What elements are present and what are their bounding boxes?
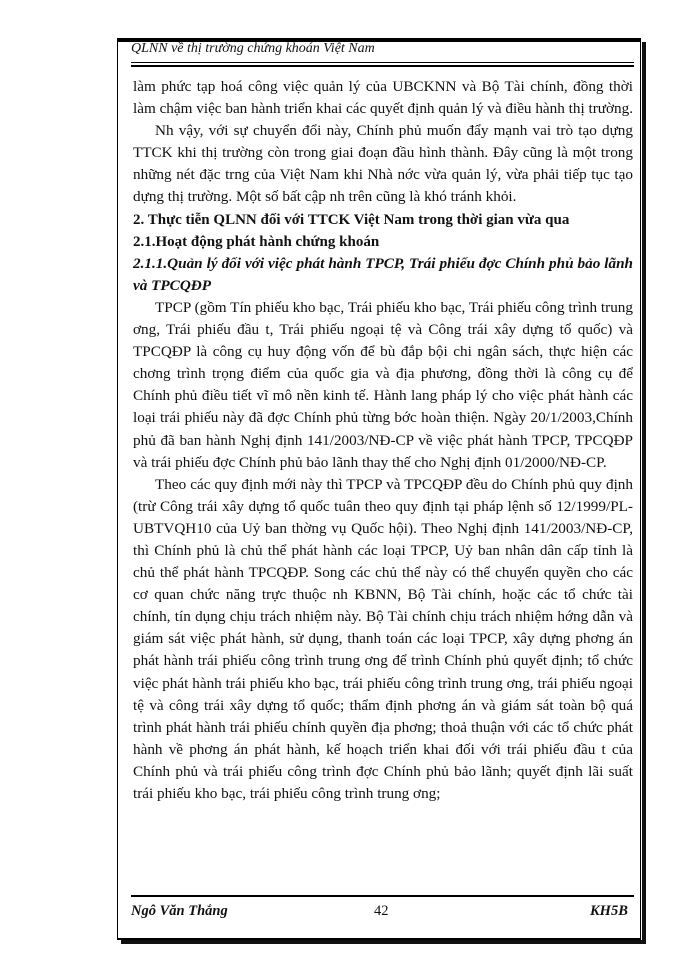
footer-author: Ngô Văn Thắng: [131, 903, 228, 919]
header-rule-thick: [131, 65, 634, 67]
document-body: [133, 76, 633, 805]
paragraph-3: TPCP (gồm Tín phiếu kho bạc, Trái phiếu kho bạc, Trái phiếu công trình trung ơng, Trái phiếu đầu t, Trái phiếu ngoại tệ và Công trái xây dựng tổ quốc) và TPCQĐP là công cụ huy động vốn để bù đắp bội chi ngân sách, thực hiện các chơng trình trọng điểm của quốc gia và địa phương, đồng thời là công cụ để Chính phủ điều tiết vĩ mô nền kinh tế. Hành lang pháp lý cho việc phát hành các loại trái phiếu này đã đợc Chính phủ từng bớc hoàn thiện. Ngày 20/1/2003,Chính phủ đã ban hành Nghị định 141/2003/NĐ-CP về việc phát hành TPCP, TPCQĐP và trái phiếu đợc Chính phủ bảo lãnh thay thế cho Nghị định 01/2000/NĐ-CP.: [133, 298, 633, 471]
paragraph-2: Nh vậy, với sự chuyển đổi này, Chính phủ muốn đẩy mạnh vai trò tạo dựng TTCK khi thị trường còn trong giai đoạn đầu hình thành. Đây cũng là một trong những nét đặc trng của Việt Nam khi Nhà nớc vừa quản lý, vừa phải tiếp tục tạo dựng thị trường. Một số bất cập nh trên cũng là khó tránh khỏi.: [133, 122, 633, 206]
section-heading-2-1-1: 2.1.1.Quản lý đối với việc phát hành TPCP, Trái phiếu đợc Chính phủ bảo lãnh và TPCQĐP: [133, 254, 633, 294]
running-header: QLNN về thị trường chứng khoán Việt Nam: [131, 41, 375, 56]
paragraph-1: làm phức tạp hoá công việc quản lý của UBCKNN và Bộ Tài chính, đồng thời làm chậm việc ban hành triển khai các quyết định quản lý và điều hành thị trường.: [133, 78, 634, 118]
footer-rule: [131, 895, 634, 897]
section-heading-2: 2. Thực tiễn QLNN đối với TTCK Việt Nam trong thời gian vừa qua: [133, 211, 570, 228]
section-heading-2-1: 2.1.Hoạt động phát hành chứng khoán: [133, 233, 380, 250]
page-shadow-right: [642, 42, 646, 942]
page-number: 42: [374, 903, 389, 919]
paragraph-4: Theo các quy định mới này thì TPCP và TPCQĐP đều do Chính phủ quy định (trừ Công trái xây dựng tổ quốc tuân theo quy định tại pháp lệnh số 12/1999/PL-UBTVQH10 của Uỷ ban thờng vụ Quốc hội). Theo Nghị định 141/2003/NĐ-CP, thì Chính phủ là chủ thể phát hành các loại TPCP, Uỷ ban nhân dân cấp tỉnh là chủ thể phát hành TPCQĐP. Song các chủ thể này có thể chuyển quyền cho các cơ quan chức năng trực thuộc nh KBNN, Bộ Tài chính, hoặc các tổ chức tài chính, tín dụng chịu trách nhiệm này. Bộ Tài chính chịu trách nhiệm hớng dẫn và giám sát việc phát hành, sử dụng, thanh toán các loại TPCP, xây dựng phơng án phát hành trái phiếu công trình trung ơng để trình Chính phủ quyết định; tổ chức việc phát hành trái phiếu kho bạc, trái phiếu công trình trung ơng, trái phiếu ngoại tệ và công trái xây dựng tổ quốc; thẩm định phơng án và giám sát toàn bộ quá trình phát hành trái phiếu chính quyền địa phơng; thoả thuận với các tổ chức phát hành về phơng án phát hành, kế hoạch triển khai đối với trái phiếu đầu t của Chính phủ và trái phiếu công trình đợc Chính phủ bảo lãnh; quyết định lãi suất trái phiếu kho bạc, trái phiếu công trình trung ơng;: [133, 475, 633, 802]
header-rule: [131, 62, 634, 63]
page-shadow-bottom: [121, 940, 646, 944]
footer-class-code: KH5B: [590, 903, 628, 919]
